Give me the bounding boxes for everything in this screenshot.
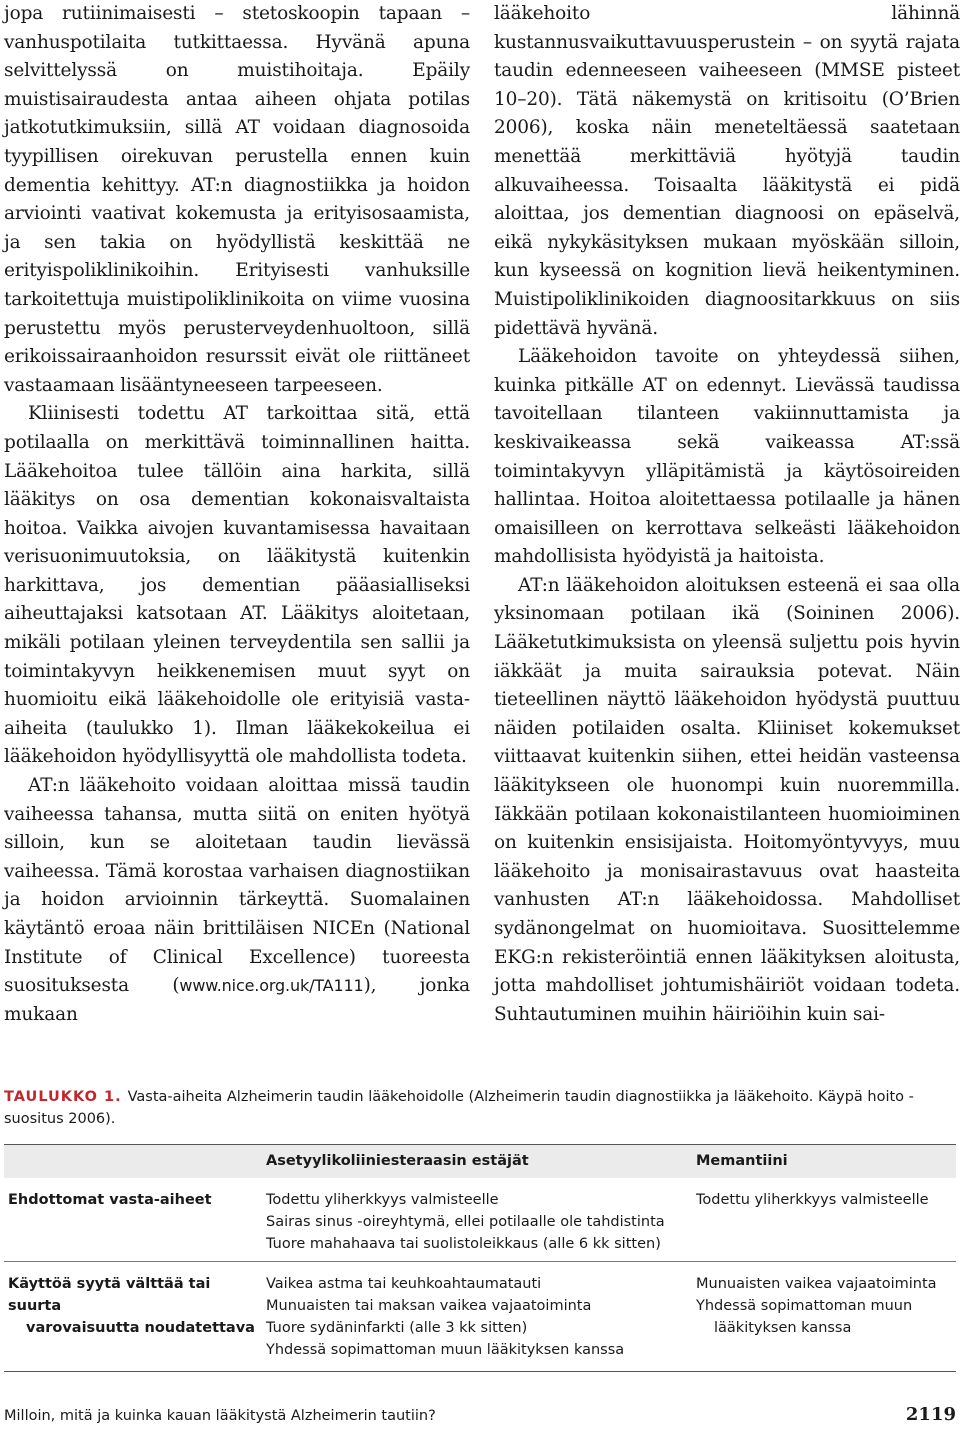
paragraph: AT:n lääkehoidon aloituksen esteenä ei saa olla yksinomaan potilaan ikä (Soininen 2006). Lääketutkimuksista on yleensä suljettu pois hyvin iäkkäät ja muita sairauksia potevat. Näin tieteellinen näyttö lääkehoidon hyödystä puuttuu näiden potilaiden osalta. Kliiniset kokemukset viittaavat kuitenkin siihen, ettei heidän vasteensa lääkitykseen ole huonompi kuin nuoremmilla. Iäkkään potilaan kokonaistilanteen huomioiminen on kuitenkin ensisijaista. Hoitomyöntyvyys, muu lääkehoito ja monisairastavuus ovat haasteita vanhusten AT:n lääkehoidossa. Mahdolliset sydänongelmat on huomioitava. Suosittelemme EKG:n rekisteröintiä ennen lääkityksen aloitusta, jotta mahdolliset johtumishäiriöt voidaan todeta. Suhtautuminen muihin häiriöihin kuin sai- — [494, 574, 960, 1025]
table-caption — [4, 1086, 956, 1130]
table-row — [4, 1178, 956, 1262]
paragraph — [4, 772, 470, 1029]
nice-link[interactable]: www.nice.org.uk/TA111 — [179, 976, 364, 996]
table-label: TAULUKKO 1. — [4, 1089, 122, 1105]
paragraph-text: ), jonka mukaan — [4, 975, 471, 1025]
table-section — [4, 1086, 956, 1372]
paragraph: Lääkehoidon tavoite on yhteydessä siihen, kuinka pitkälle AT on edennyt. Lievässä taudissa tavoitellaan tilanteen vakiinnuttamista ja keskivaikeassa sekä vaikeassa AT:ssä toimintakyvyn ylläpitämistä ja käytösoireiden hallintaa. Hoitoa aloitettaessa potilaalle ja hänen omaisilleen on kerrottava selkeästi lääkehoidon mahdollisista hyödyistä ja haitoista. — [494, 346, 960, 568]
table-header-cell: Memantiini — [692, 1145, 956, 1179]
table-cell — [692, 1178, 956, 1262]
list-item: Yhdessä sopimattoman muun — [696, 1298, 913, 1314]
list-item: Tuore mahahaava tai suolistoleikkaus (alle 6 kk sitten) — [266, 1236, 661, 1252]
list-item: Todettu yliherkkyys valmisteelle — [696, 1192, 929, 1208]
paragraph: Kliinisesti todettu AT tarkoittaa sitä, että potilaalla on merkittävä toiminnallinen haitta. Lääkehoitoa tulee tällöin aina harkita, sillä lääkitys on osa dementian kokonaisvaltaista hoitoa. Vaikka aivojen kuvantamisessa havaitaan verisuonimuutoksia, on lääkitystä kuitenkin harkittava, jos dementian pääasialliseksi aiheuttajaksi katsotaan AT. Lääkitys aloitetaan, mikäli potilaan yleinen terveydentila sen sallii ja toimintakyvyn heikkenemisen muut syyt on huomioitu eikä lääkehoidolle ole erityisiä vasta-aiheita (taulukko 1). Ilman lääkekokeilua ei lääkehoidon hyödyllisyyttä ole mahdollista todeta. — [4, 403, 470, 768]
row-label-text: Ehdottomat vasta-aiheet — [8, 1192, 212, 1208]
table-header-row — [4, 1145, 956, 1179]
paragraph: jopa rutiinimaisesti – stetoskoopin tapaan – vanhuspotilaita tutkittaessa. Hyvänä apuna selvittelyssä on muistihoitaja. Epäily muistisairaudesta antaa aiheen ohjata potilas jatkotutkimuksiin, sillä AT voidaan diagnosoida tyypillisen oirekuvan perustella ennen kuin dementia kehittyy. AT:n diagnostiikka ja hoidon arviointi vaativat kokemusta ja erityisosaamista, ja sen takia on hyödyllistä keskittää ne erityispoliklinikoihin. Erityisesti vanhuksille tarkoitettuja muistipoliklinikoita on viime vuosina perustettu myös perusterveydenhuoltoon, sillä erikoissairaanhoidon resurssit eivät ole riittäneet vastaamaan lisääntyneeseen tarpeeseen. — [4, 3, 470, 396]
table-row — [4, 1262, 956, 1372]
list-item: lääkityksen kanssa — [714, 1320, 852, 1336]
list-item: Sairas sinus -oireyhtymä, ellei potilaalle ole tahdistinta — [266, 1214, 665, 1230]
paragraph-text: AT:n lääkehoito voidaan aloittaa missä taudin vaiheessa tahansa, mutta siitä on eniten hyötyä silloin, kun se aloitetaan taudin lievässä vaiheessa. Tämä korostaa varhaisen diagnostiikan ja hoidon arvioinnin tärkeyttä. Suomalainen käytäntö eroaa näin brittiläisen NICEn (National Institute of Clinical Excellence) tuoreesta suosituksesta ( — [4, 775, 470, 997]
contraindications-table — [4, 1144, 956, 1372]
list-item: Vaikea astma tai keuhkoahtaumatauti — [266, 1276, 542, 1292]
row-label — [4, 1178, 262, 1262]
list-item: Munuaisten vaikea vajaatoiminta — [696, 1276, 937, 1292]
table-cell — [692, 1262, 956, 1372]
table-cell — [262, 1178, 692, 1262]
table-header-cell — [4, 1145, 262, 1179]
list-item: Munuaisten tai maksan vaikea vajaatoiminta — [266, 1298, 592, 1314]
row-label — [4, 1262, 262, 1372]
row-label-text: Käyttöä syytä välttää tai suurta — [8, 1276, 211, 1314]
list-item: Tuore sydäninfarkti (alle 3 kk sitten) — [266, 1320, 528, 1336]
footer-title: Milloin, mitä ja kuinka kauan lääkitystä Alzheimerin tautiin? — [4, 1408, 436, 1424]
paragraph: lääkehoito lähinnä kustannusvaikuttavuusperustein – on syytä rajata taudin edenneeseen vaiheeseen (MMSE pisteet 10–20). Tätä näkemystä on kritisoitu (O’Brien 2006), koska näin meneteltäessä saatetaan menettää merkittäviä hyötyjä taudin alkuvaiheessa. Toisaalta lääkitystä ei pidä aloittaa, jos dementian diagnoosi on epäselvä, eikä nykykäsityksen mukaan myöskään silloin, kun kyseessä on kognition lievä heikentyminen. Muistipoliklinikoiden diagnoositarkkuus on siis pidettävä hyvänä. — [494, 3, 960, 339]
table-header-cell: Asetyylikoliiniesteraasin estäjät — [262, 1145, 692, 1179]
list-item: Todettu yliherkkyys valmisteelle — [266, 1192, 499, 1208]
table-cell — [262, 1262, 692, 1372]
list-item: Yhdessä sopimattoman muun lääkityksen kanssa — [266, 1342, 625, 1358]
row-label-text: varovaisuutta noudatettava — [26, 1320, 255, 1336]
right-text-column — [494, 0, 960, 1029]
left-text-column — [4, 0, 470, 1029]
table-caption-text: Vasta-aiheita Alzheimerin taudin lääkehoidolle (Alzheimerin taudin diagnostiikka ja lääkehoito. Käypä hoito -suositus 2006). — [4, 1089, 914, 1127]
page-number: 2119 — [905, 1404, 956, 1425]
